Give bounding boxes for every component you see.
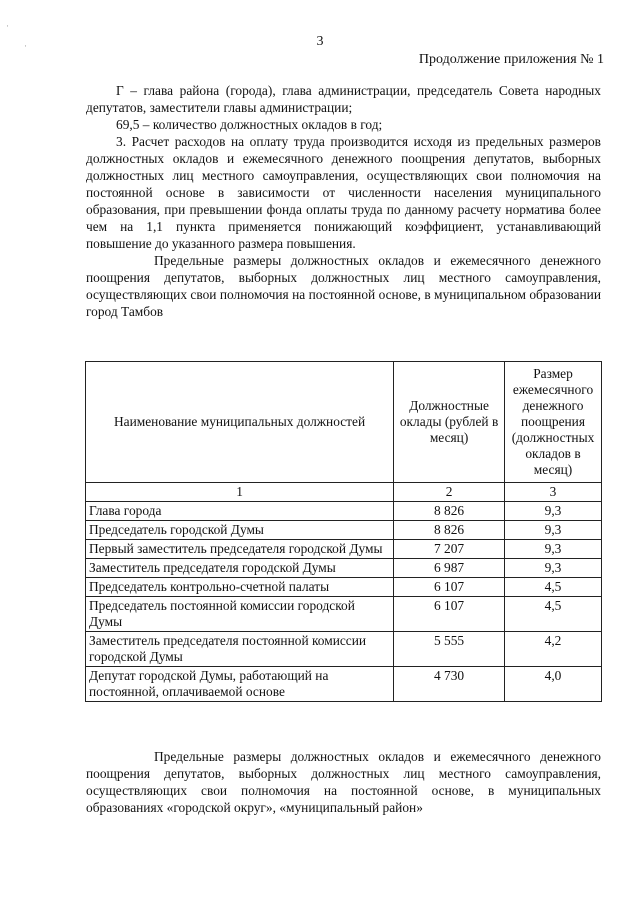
table-row bbox=[86, 502, 602, 521]
bonus-value: 4,0 bbox=[505, 667, 602, 702]
salary-table bbox=[85, 361, 602, 702]
position-name: Первый заместитель председателя городской Думы bbox=[86, 540, 394, 559]
salary-value: 5 555 bbox=[394, 632, 505, 667]
bonus-value: 4,5 bbox=[505, 597, 602, 632]
column-number: 2 bbox=[394, 483, 505, 502]
table-row bbox=[86, 597, 602, 632]
page-number: 3 bbox=[316, 34, 324, 49]
bottom-text bbox=[86, 748, 601, 816]
salary-value: 6 107 bbox=[394, 578, 505, 597]
column-header-position: Наименование муниципальных должностей bbox=[86, 362, 394, 483]
bonus-value: 9,3 bbox=[505, 559, 602, 578]
appendix-continuation: Продолжение приложения № 1 bbox=[418, 52, 604, 67]
paragraph: Г – глава района (города), глава администрации, председатель Совета народных депутатов, заместители главы администрации; bbox=[86, 83, 601, 115]
position-name: Председатель городской Думы bbox=[86, 521, 394, 540]
table-row bbox=[86, 540, 602, 559]
salary-value: 8 826 bbox=[394, 521, 505, 540]
body-text bbox=[86, 82, 601, 320]
bonus-value: 9,3 bbox=[505, 521, 602, 540]
table-row bbox=[86, 521, 602, 540]
salary-value: 7 207 bbox=[394, 540, 505, 559]
position-name: Заместитель председателя городской Думы bbox=[86, 559, 394, 578]
bonus-value: 4,2 bbox=[505, 632, 602, 667]
position-name: Депутат городской Думы, работающий на постоянной, оплачиваемой основе bbox=[86, 667, 394, 702]
table-row bbox=[86, 667, 602, 702]
column-number-row bbox=[86, 483, 602, 502]
position-name: Председатель постоянной комиссии городской Думы bbox=[86, 597, 394, 632]
position-name: Глава города bbox=[86, 502, 394, 521]
bonus-value: 9,3 bbox=[505, 540, 602, 559]
column-number: 1 bbox=[86, 483, 394, 502]
column-number: 3 bbox=[505, 483, 602, 502]
salary-value: 6 107 bbox=[394, 597, 505, 632]
position-name: Заместитель председателя постоянной комиссии городской Думы bbox=[86, 632, 394, 667]
table-row bbox=[86, 578, 602, 597]
table-heading: Предельные размеры должностных окладов и ежемесячного денежного поощрения депутатов, выборных должностных лиц местного самоуправления, осуществляющих свои полномочия на постоянной основе, в муниципальном образовании город Тамбов bbox=[86, 253, 601, 319]
salary-value: 8 826 bbox=[394, 502, 505, 521]
table-row bbox=[86, 559, 602, 578]
scan-speck: · bbox=[24, 41, 27, 51]
paragraph: 69,5 – количество должностных окладов в год; bbox=[116, 117, 383, 132]
column-header-salary: Должностные оклады (рублей в месяц) bbox=[394, 362, 505, 483]
table-row bbox=[86, 632, 602, 667]
scan-speck: · bbox=[6, 21, 9, 31]
paragraph: Предельные размеры должностных окладов и ежемесячного денежного поощрения депутатов, выборных должностных лиц местного самоуправления, осуществляющих свои полномочия на постоянной основе, в муниципальных образованиях «городской округ», «муниципальный район» bbox=[86, 749, 601, 815]
bonus-value: 4,5 bbox=[505, 578, 602, 597]
bonus-value: 9,3 bbox=[505, 502, 602, 521]
column-header-bonus: Размер ежемесячного денежного поощрения (должностных окладов в месяц) bbox=[505, 362, 602, 483]
salary-value: 6 987 bbox=[394, 559, 505, 578]
paragraph: 3. Расчет расходов на оплату труда производится исходя из предельных размеров должностных окладов и ежемесячного денежного поощрения депутатов, выборных должностных лиц местного самоуправления, осуществляющих свои полномочия на постоянной основе в зависимости от численности населения муниципального образования, при превышении фонда оплаты труда по данному расчету норматива более чем на 1,1 пункта применяется понижающий коэффициент, устанавливающий повышение до указанного размера повышения. bbox=[86, 134, 601, 251]
position-name: Председатель контрольно-счетной палаты bbox=[86, 578, 394, 597]
table-header-row bbox=[86, 362, 602, 483]
salary-value: 4 730 bbox=[394, 667, 505, 702]
